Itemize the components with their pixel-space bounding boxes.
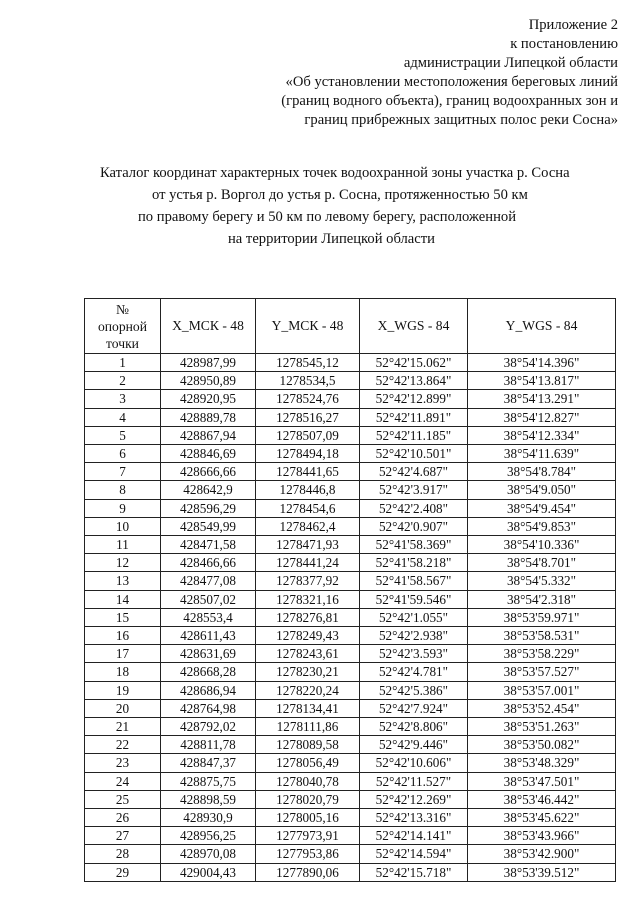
document-header — [198, 16, 618, 130]
table-row — [85, 627, 616, 645]
x-msk-cell: 428553,4 — [161, 608, 256, 626]
column-header-line: № — [116, 301, 129, 317]
x-msk-cell: 428666,66 — [161, 463, 256, 481]
y-wgs-cell: 38°53'59.971" — [468, 608, 616, 626]
x-wgs-cell: 52°42'14.594" — [360, 845, 468, 863]
x-wgs-cell: 52°42'0.907" — [360, 517, 468, 535]
y-wgs-cell: 38°54'11.639" — [468, 445, 616, 463]
point-number-cell: 24 — [85, 772, 161, 790]
x-wgs-cell: 52°42'10.501" — [360, 445, 468, 463]
point-number-cell: 28 — [85, 845, 161, 863]
x-wgs-cell: 52°42'2.408" — [360, 499, 468, 517]
point-number-cell: 4 — [85, 408, 161, 426]
y-wgs-cell: 38°53'52.454" — [468, 699, 616, 717]
y-msk-cell: 1277953,86 — [256, 845, 360, 863]
table-row — [85, 372, 616, 390]
x-msk-cell: 428611,43 — [161, 627, 256, 645]
column-header-line: точки — [106, 335, 139, 351]
x-msk-cell: 428970,08 — [161, 845, 256, 863]
point-number-cell: 6 — [85, 445, 161, 463]
y-msk-cell: 1278507,09 — [256, 426, 360, 444]
point-number-cell: 2 — [85, 372, 161, 390]
y-msk-cell: 1278321,16 — [256, 590, 360, 608]
x-msk-cell: 428631,69 — [161, 645, 256, 663]
x-wgs-cell: 52°42'11.527" — [360, 772, 468, 790]
point-number-cell: 9 — [85, 499, 161, 517]
column-header-x-wgs: X_WGS - 84 — [360, 299, 468, 354]
table-row — [85, 554, 616, 572]
table-row — [85, 517, 616, 535]
header-line: администрации Липецкой области — [403, 55, 618, 71]
point-number-cell: 23 — [85, 754, 161, 772]
y-msk-cell: 1278276,81 — [256, 608, 360, 626]
y-msk-cell: 1278249,43 — [256, 627, 360, 645]
table-row — [85, 426, 616, 444]
y-msk-cell: 1278516,27 — [256, 408, 360, 426]
point-number-cell: 10 — [85, 517, 161, 535]
header-line: «Об установлении местоположения береговых линий — [285, 74, 618, 90]
title-line: на территории Липецкой области — [228, 231, 435, 247]
table-row — [85, 699, 616, 717]
point-number-cell: 7 — [85, 463, 161, 481]
x-msk-cell: 428950,89 — [161, 372, 256, 390]
x-msk-cell: 428668,28 — [161, 663, 256, 681]
point-number-cell: 19 — [85, 681, 161, 699]
y-msk-cell: 1278020,79 — [256, 790, 360, 808]
x-msk-cell: 428889,78 — [161, 408, 256, 426]
x-wgs-cell: 52°42'5.386" — [360, 681, 468, 699]
x-wgs-cell: 52°41'58.218" — [360, 554, 468, 572]
point-number-cell: 21 — [85, 718, 161, 736]
point-number-cell: 1 — [85, 354, 161, 372]
y-msk-cell: 1277890,06 — [256, 863, 360, 881]
table-row — [85, 572, 616, 590]
y-wgs-cell: 38°53'39.512" — [468, 863, 616, 881]
y-msk-cell: 1278089,58 — [256, 736, 360, 754]
x-msk-cell: 428920,95 — [161, 390, 256, 408]
coordinates-table — [84, 298, 616, 882]
x-wgs-cell: 52°42'13.316" — [360, 809, 468, 827]
header-line: к постановлению — [510, 36, 618, 52]
y-wgs-cell: 38°54'13.291" — [468, 390, 616, 408]
table-row — [85, 590, 616, 608]
y-msk-cell: 1278377,92 — [256, 572, 360, 590]
point-number-cell: 22 — [85, 736, 161, 754]
point-number-cell: 29 — [85, 863, 161, 881]
y-wgs-cell: 38°54'13.817" — [468, 372, 616, 390]
title-line: от устья р. Воргол до устья р. Сосна, протяженностью 50 км — [152, 187, 528, 203]
title-line: по правому берегу и 50 км по левому берегу, расположенной — [138, 209, 517, 225]
point-number-cell: 25 — [85, 790, 161, 808]
point-number-cell: 27 — [85, 827, 161, 845]
x-msk-cell: 428956,25 — [161, 827, 256, 845]
table-row — [85, 718, 616, 736]
table-row — [85, 845, 616, 863]
x-msk-cell: 428930,9 — [161, 809, 256, 827]
x-wgs-cell: 52°42'10.606" — [360, 754, 468, 772]
column-header-x-msk: X_МСК - 48 — [161, 299, 256, 354]
table-row — [85, 663, 616, 681]
x-msk-cell: 428792,02 — [161, 718, 256, 736]
x-wgs-cell: 52°42'1.055" — [360, 608, 468, 626]
table-row — [85, 608, 616, 626]
x-msk-cell: 428596,29 — [161, 499, 256, 517]
y-wgs-cell: 38°53'46.442" — [468, 790, 616, 808]
x-msk-cell: 428898,59 — [161, 790, 256, 808]
y-wgs-cell: 38°53'43.966" — [468, 827, 616, 845]
point-number-cell: 14 — [85, 590, 161, 608]
table-row — [85, 736, 616, 754]
y-msk-cell: 1278005,16 — [256, 809, 360, 827]
y-wgs-cell: 38°53'45.622" — [468, 809, 616, 827]
point-number-cell: 5 — [85, 426, 161, 444]
x-wgs-cell: 52°42'4.781" — [360, 663, 468, 681]
y-wgs-cell: 38°54'9.853" — [468, 517, 616, 535]
x-msk-cell: 428686,94 — [161, 681, 256, 699]
column-header-y-wgs: Y_WGS - 84 — [468, 299, 616, 354]
x-wgs-cell: 52°42'14.141" — [360, 827, 468, 845]
point-number-cell: 13 — [85, 572, 161, 590]
x-wgs-cell: 52°42'13.864" — [360, 372, 468, 390]
y-msk-cell: 1278524,76 — [256, 390, 360, 408]
table-body — [85, 354, 616, 882]
x-wgs-cell: 52°42'3.917" — [360, 481, 468, 499]
x-msk-cell: 428764,98 — [161, 699, 256, 717]
point-number-cell: 12 — [85, 554, 161, 572]
x-msk-cell: 428847,37 — [161, 754, 256, 772]
table-row — [85, 790, 616, 808]
x-wgs-cell: 52°41'59.546" — [360, 590, 468, 608]
table-row — [85, 481, 616, 499]
table-row — [85, 408, 616, 426]
x-msk-cell: 428549,99 — [161, 517, 256, 535]
point-number-cell: 26 — [85, 809, 161, 827]
y-wgs-cell: 38°53'57.527" — [468, 663, 616, 681]
y-wgs-cell: 38°53'58.229" — [468, 645, 616, 663]
catalog-title — [70, 162, 630, 250]
y-wgs-cell: 38°53'50.082" — [468, 736, 616, 754]
y-wgs-cell: 38°54'5.332" — [468, 572, 616, 590]
y-msk-cell: 1278462,4 — [256, 517, 360, 535]
table-row — [85, 754, 616, 772]
y-wgs-cell: 38°54'10.336" — [468, 536, 616, 554]
x-wgs-cell: 52°42'3.593" — [360, 645, 468, 663]
table-row — [85, 499, 616, 517]
x-msk-cell: 428477,08 — [161, 572, 256, 590]
header-line: Приложение 2 — [528, 17, 618, 33]
x-msk-cell: 428642,9 — [161, 481, 256, 499]
x-wgs-cell: 52°42'15.062" — [360, 354, 468, 372]
y-wgs-cell: 38°53'48.329" — [468, 754, 616, 772]
table-row — [85, 772, 616, 790]
x-wgs-cell: 52°42'12.269" — [360, 790, 468, 808]
title-line: Каталог координат характерных точек водоохранной зоны участка р. Сосна — [100, 165, 570, 181]
table-row — [85, 681, 616, 699]
y-msk-cell: 1278534,5 — [256, 372, 360, 390]
y-msk-cell: 1278040,78 — [256, 772, 360, 790]
x-wgs-cell: 52°42'11.891" — [360, 408, 468, 426]
column-header-line: опорной — [97, 318, 147, 334]
x-wgs-cell: 52°42'7.924" — [360, 699, 468, 717]
y-wgs-cell: 38°54'9.050" — [468, 481, 616, 499]
table-row — [85, 354, 616, 372]
y-msk-cell: 1278441,65 — [256, 463, 360, 481]
y-msk-cell: 1278243,61 — [256, 645, 360, 663]
point-number-cell: 15 — [85, 608, 161, 626]
column-header-point-number — [85, 299, 161, 354]
column-header-y-msk: Y_МСК - 48 — [256, 299, 360, 354]
x-wgs-cell: 52°42'12.899" — [360, 390, 468, 408]
x-msk-cell: 428471,58 — [161, 536, 256, 554]
table-header-row — [85, 299, 616, 354]
x-wgs-cell: 52°42'8.806" — [360, 718, 468, 736]
y-msk-cell: 1278056,49 — [256, 754, 360, 772]
table-row — [85, 445, 616, 463]
y-msk-cell: 1277973,91 — [256, 827, 360, 845]
x-wgs-cell: 52°42'15.718" — [360, 863, 468, 881]
point-number-cell: 8 — [85, 481, 161, 499]
table-row — [85, 809, 616, 827]
x-msk-cell: 428507,02 — [161, 590, 256, 608]
x-msk-cell: 428811,78 — [161, 736, 256, 754]
x-msk-cell: 428466,66 — [161, 554, 256, 572]
x-wgs-cell: 52°42'9.446" — [360, 736, 468, 754]
y-wgs-cell: 38°54'12.334" — [468, 426, 616, 444]
point-number-cell: 18 — [85, 663, 161, 681]
table-row — [85, 863, 616, 881]
y-msk-cell: 1278471,93 — [256, 536, 360, 554]
y-msk-cell: 1278446,8 — [256, 481, 360, 499]
point-number-cell: 11 — [85, 536, 161, 554]
y-msk-cell: 1278230,21 — [256, 663, 360, 681]
y-msk-cell: 1278441,24 — [256, 554, 360, 572]
x-msk-cell: 429004,43 — [161, 863, 256, 881]
y-wgs-cell: 38°54'2.318" — [468, 590, 616, 608]
table-row — [85, 536, 616, 554]
x-wgs-cell: 52°41'58.369" — [360, 536, 468, 554]
y-msk-cell: 1278545,12 — [256, 354, 360, 372]
y-wgs-cell: 38°54'9.454" — [468, 499, 616, 517]
point-number-cell: 20 — [85, 699, 161, 717]
x-wgs-cell: 52°42'4.687" — [360, 463, 468, 481]
x-msk-cell: 428987,99 — [161, 354, 256, 372]
y-msk-cell: 1278494,18 — [256, 445, 360, 463]
y-wgs-cell: 38°54'12.827" — [468, 408, 616, 426]
x-wgs-cell: 52°41'58.567" — [360, 572, 468, 590]
y-wgs-cell: 38°53'42.900" — [468, 845, 616, 863]
y-msk-cell: 1278111,86 — [256, 718, 360, 736]
x-msk-cell: 428846,69 — [161, 445, 256, 463]
x-msk-cell: 428875,75 — [161, 772, 256, 790]
x-wgs-cell: 52°42'11.185" — [360, 426, 468, 444]
y-msk-cell: 1278134,41 — [256, 699, 360, 717]
table-row — [85, 645, 616, 663]
table-row — [85, 390, 616, 408]
table-row — [85, 463, 616, 481]
y-wgs-cell: 38°53'47.501" — [468, 772, 616, 790]
y-wgs-cell: 38°54'8.784" — [468, 463, 616, 481]
y-wgs-cell: 38°54'14.396" — [468, 354, 616, 372]
y-msk-cell: 1278454,6 — [256, 499, 360, 517]
header-line: границ прибрежных защитных полос реки Сосна» — [304, 112, 618, 128]
x-wgs-cell: 52°42'2.938" — [360, 627, 468, 645]
y-wgs-cell: 38°54'8.701" — [468, 554, 616, 572]
y-wgs-cell: 38°53'57.001" — [468, 681, 616, 699]
point-number-cell: 16 — [85, 627, 161, 645]
y-wgs-cell: 38°53'58.531" — [468, 627, 616, 645]
point-number-cell: 3 — [85, 390, 161, 408]
y-msk-cell: 1278220,24 — [256, 681, 360, 699]
header-line: (границ водного объекта), границ водоохранных зон и — [281, 93, 618, 109]
point-number-cell: 17 — [85, 645, 161, 663]
y-wgs-cell: 38°53'51.263" — [468, 718, 616, 736]
table-row — [85, 827, 616, 845]
x-msk-cell: 428867,94 — [161, 426, 256, 444]
